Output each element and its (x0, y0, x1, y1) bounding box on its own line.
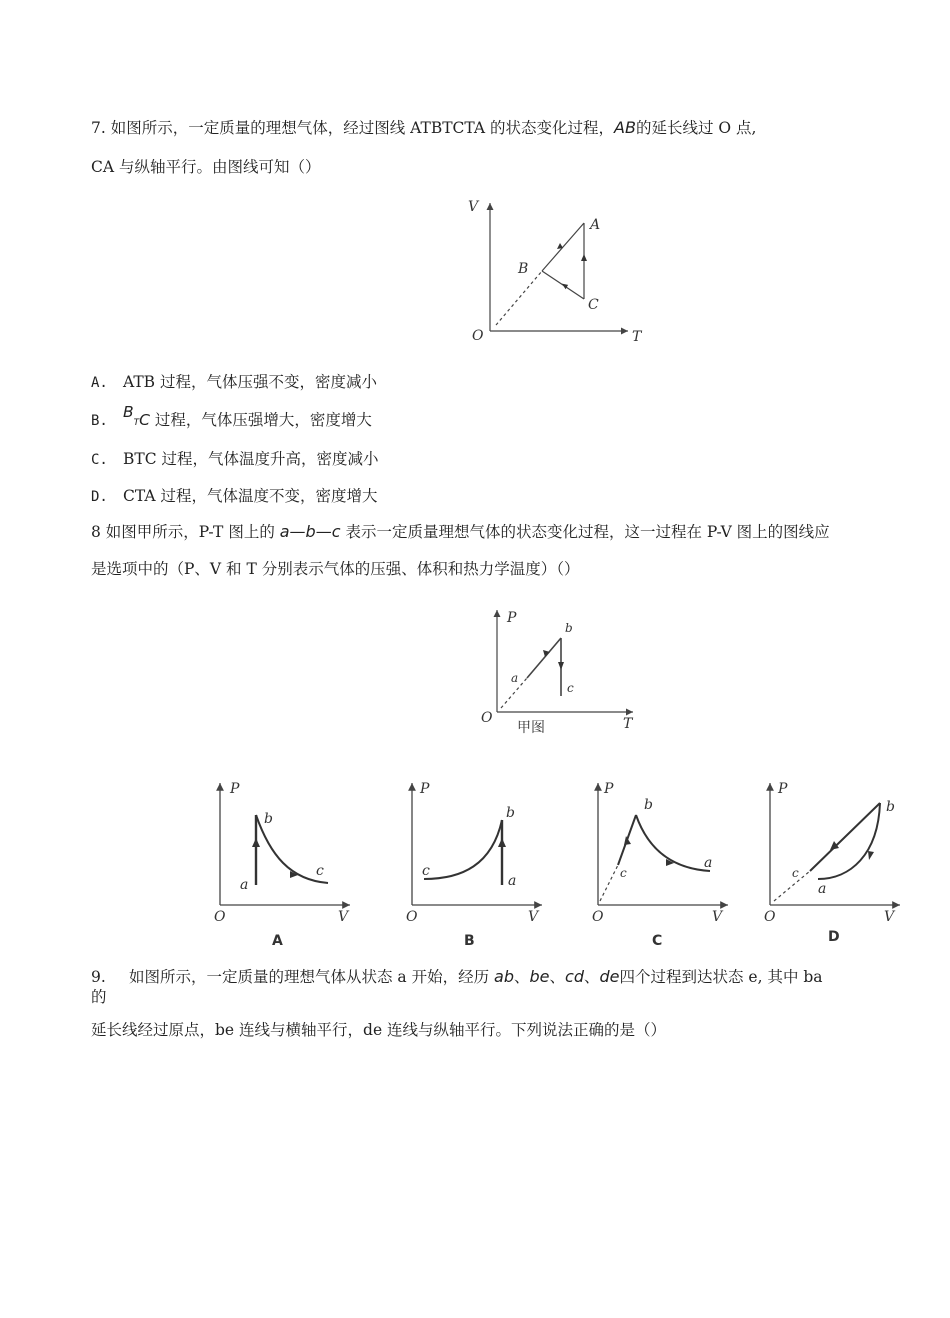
option-letter: D. (91, 489, 108, 505)
svg-text:b: b (506, 805, 515, 821)
q8-stem-line1 (91, 522, 830, 542)
svg-text:b: b (644, 797, 653, 813)
q9-process-be: be (529, 967, 550, 986)
q8-pt-diagram (475, 600, 645, 740)
q9-stem-line1 (91, 967, 823, 987)
q8-choice-a-diagram (210, 775, 360, 950)
choice-b-label: B (464, 933, 475, 949)
point-a-label: A (590, 217, 601, 233)
v-axis-label: V (468, 199, 479, 215)
q9-stem-text: 如图所示，一定质量的理想气体从状态 a 开始，经历 (129, 968, 495, 986)
q9-stem-wrap: 的 (91, 988, 107, 1006)
separator: 、 (549, 968, 566, 986)
svg-text:V: V (884, 909, 895, 925)
svg-text:a: a (704, 855, 713, 871)
svg-text:a: a (508, 873, 517, 889)
b-glyph: B (123, 403, 134, 421)
svg-text:P: P (230, 781, 240, 797)
point-c-label: c (567, 681, 574, 695)
origin-label: O (472, 328, 484, 344)
choice-a-label: A (272, 933, 283, 949)
q9-process-de: de (599, 967, 620, 986)
ab-line (542, 223, 584, 271)
svg-text:O: O (214, 909, 226, 925)
q8-abc-label: a—b—c (279, 522, 341, 541)
p-axis-label: P (507, 610, 517, 626)
svg-text:O: O (764, 909, 776, 925)
svg-text:c: c (792, 866, 799, 880)
q7-option-b[interactable] (91, 403, 372, 433)
choice-c-label: C (652, 933, 663, 949)
separator: 、 (514, 968, 530, 986)
svg-text:a: a (240, 877, 249, 893)
svg-text:b: b (264, 811, 273, 827)
option-letter: A. (91, 375, 108, 391)
choice-d-label: D (828, 929, 840, 945)
point-b-label: b (565, 621, 573, 635)
svg-text:b: b (886, 799, 895, 815)
q8-stem-text: 8 如图甲所示，P-T 图上的 (91, 523, 280, 541)
q9-stem-text-end: 四个过程到达状态 e, 其中 ba (619, 968, 823, 986)
point-b-label: B (518, 261, 529, 277)
q8-choice-b-diagram (402, 775, 552, 950)
option-text: BTC 过程，气体温度升高，密度减小 (123, 450, 379, 468)
q7-stem-line1 (91, 118, 756, 138)
q7-ab-label: AB (614, 118, 636, 137)
svg-text:V: V (712, 909, 723, 925)
q8-choice-d-diagram (760, 775, 910, 950)
q9-number: 9. (91, 968, 106, 986)
svg-text:c: c (422, 863, 430, 879)
ab-extension (496, 271, 542, 325)
q9-stem-line2: 延长线经过原点，be 连线与横轴平行，de 连线与纵轴平行。下列说法正确的是（） (91, 1021, 667, 1039)
figure-caption: 甲图 (517, 720, 545, 736)
q8-choice-c-diagram (588, 775, 738, 950)
q9-process-ab: ab (494, 967, 514, 986)
q7-stem-text: 7. 如图所示，一定质量的理想气体，经过图线 ATBTCTA 的状态变化过程， (91, 119, 615, 137)
q7-vt-diagram (460, 195, 660, 350)
svg-text:V: V (338, 909, 349, 925)
svg-text:P: P (420, 781, 430, 797)
svg-text:c: c (316, 863, 324, 879)
point-c-label: C (588, 297, 599, 313)
option-letter: B. (91, 413, 108, 429)
option-text: CTA 过程，气体温度不变，密度增大 (123, 487, 378, 505)
point-a-label: a (511, 671, 519, 685)
q7-option-d[interactable] (91, 486, 377, 507)
t-glyph: T (133, 418, 140, 428)
q8-stem-text-end: 表示一定质量理想气体的状态变化过程，这一过程在 P-V 图上的图线应 (340, 523, 830, 541)
svg-text:a: a (818, 881, 827, 897)
svg-text:P: P (604, 781, 614, 797)
q9-process-cd: cd (565, 967, 584, 986)
option-text: ATB 过程，气体压强不变，密度减小 (123, 373, 378, 391)
option-letter: C. (91, 452, 108, 468)
q7-option-a[interactable] (91, 372, 377, 393)
separator: 、 (583, 968, 600, 986)
svg-text:V: V (528, 909, 539, 925)
q7-stem-line2: CA 与纵轴平行。由图线可知（） (91, 158, 321, 176)
q8-stem-line2: 是选项中的（P、V 和 T 分别表示气体的压强、体积和热力学温度）（） (91, 560, 580, 578)
q7-stem-text-end: 的延长线过 O 点, (635, 119, 757, 137)
q7-option-c[interactable] (91, 449, 379, 470)
svg-text:O: O (406, 909, 418, 925)
t-axis-label: T (632, 329, 642, 345)
t-axis-label: T (623, 716, 633, 732)
option-text: 过程，气体压强增大，密度增大 (149, 411, 372, 429)
svg-text:O: O (592, 909, 604, 925)
origin-label: O (481, 710, 493, 726)
c-glyph: C (139, 411, 150, 429)
svg-text:P: P (778, 781, 788, 797)
svg-text:c: c (620, 866, 627, 880)
